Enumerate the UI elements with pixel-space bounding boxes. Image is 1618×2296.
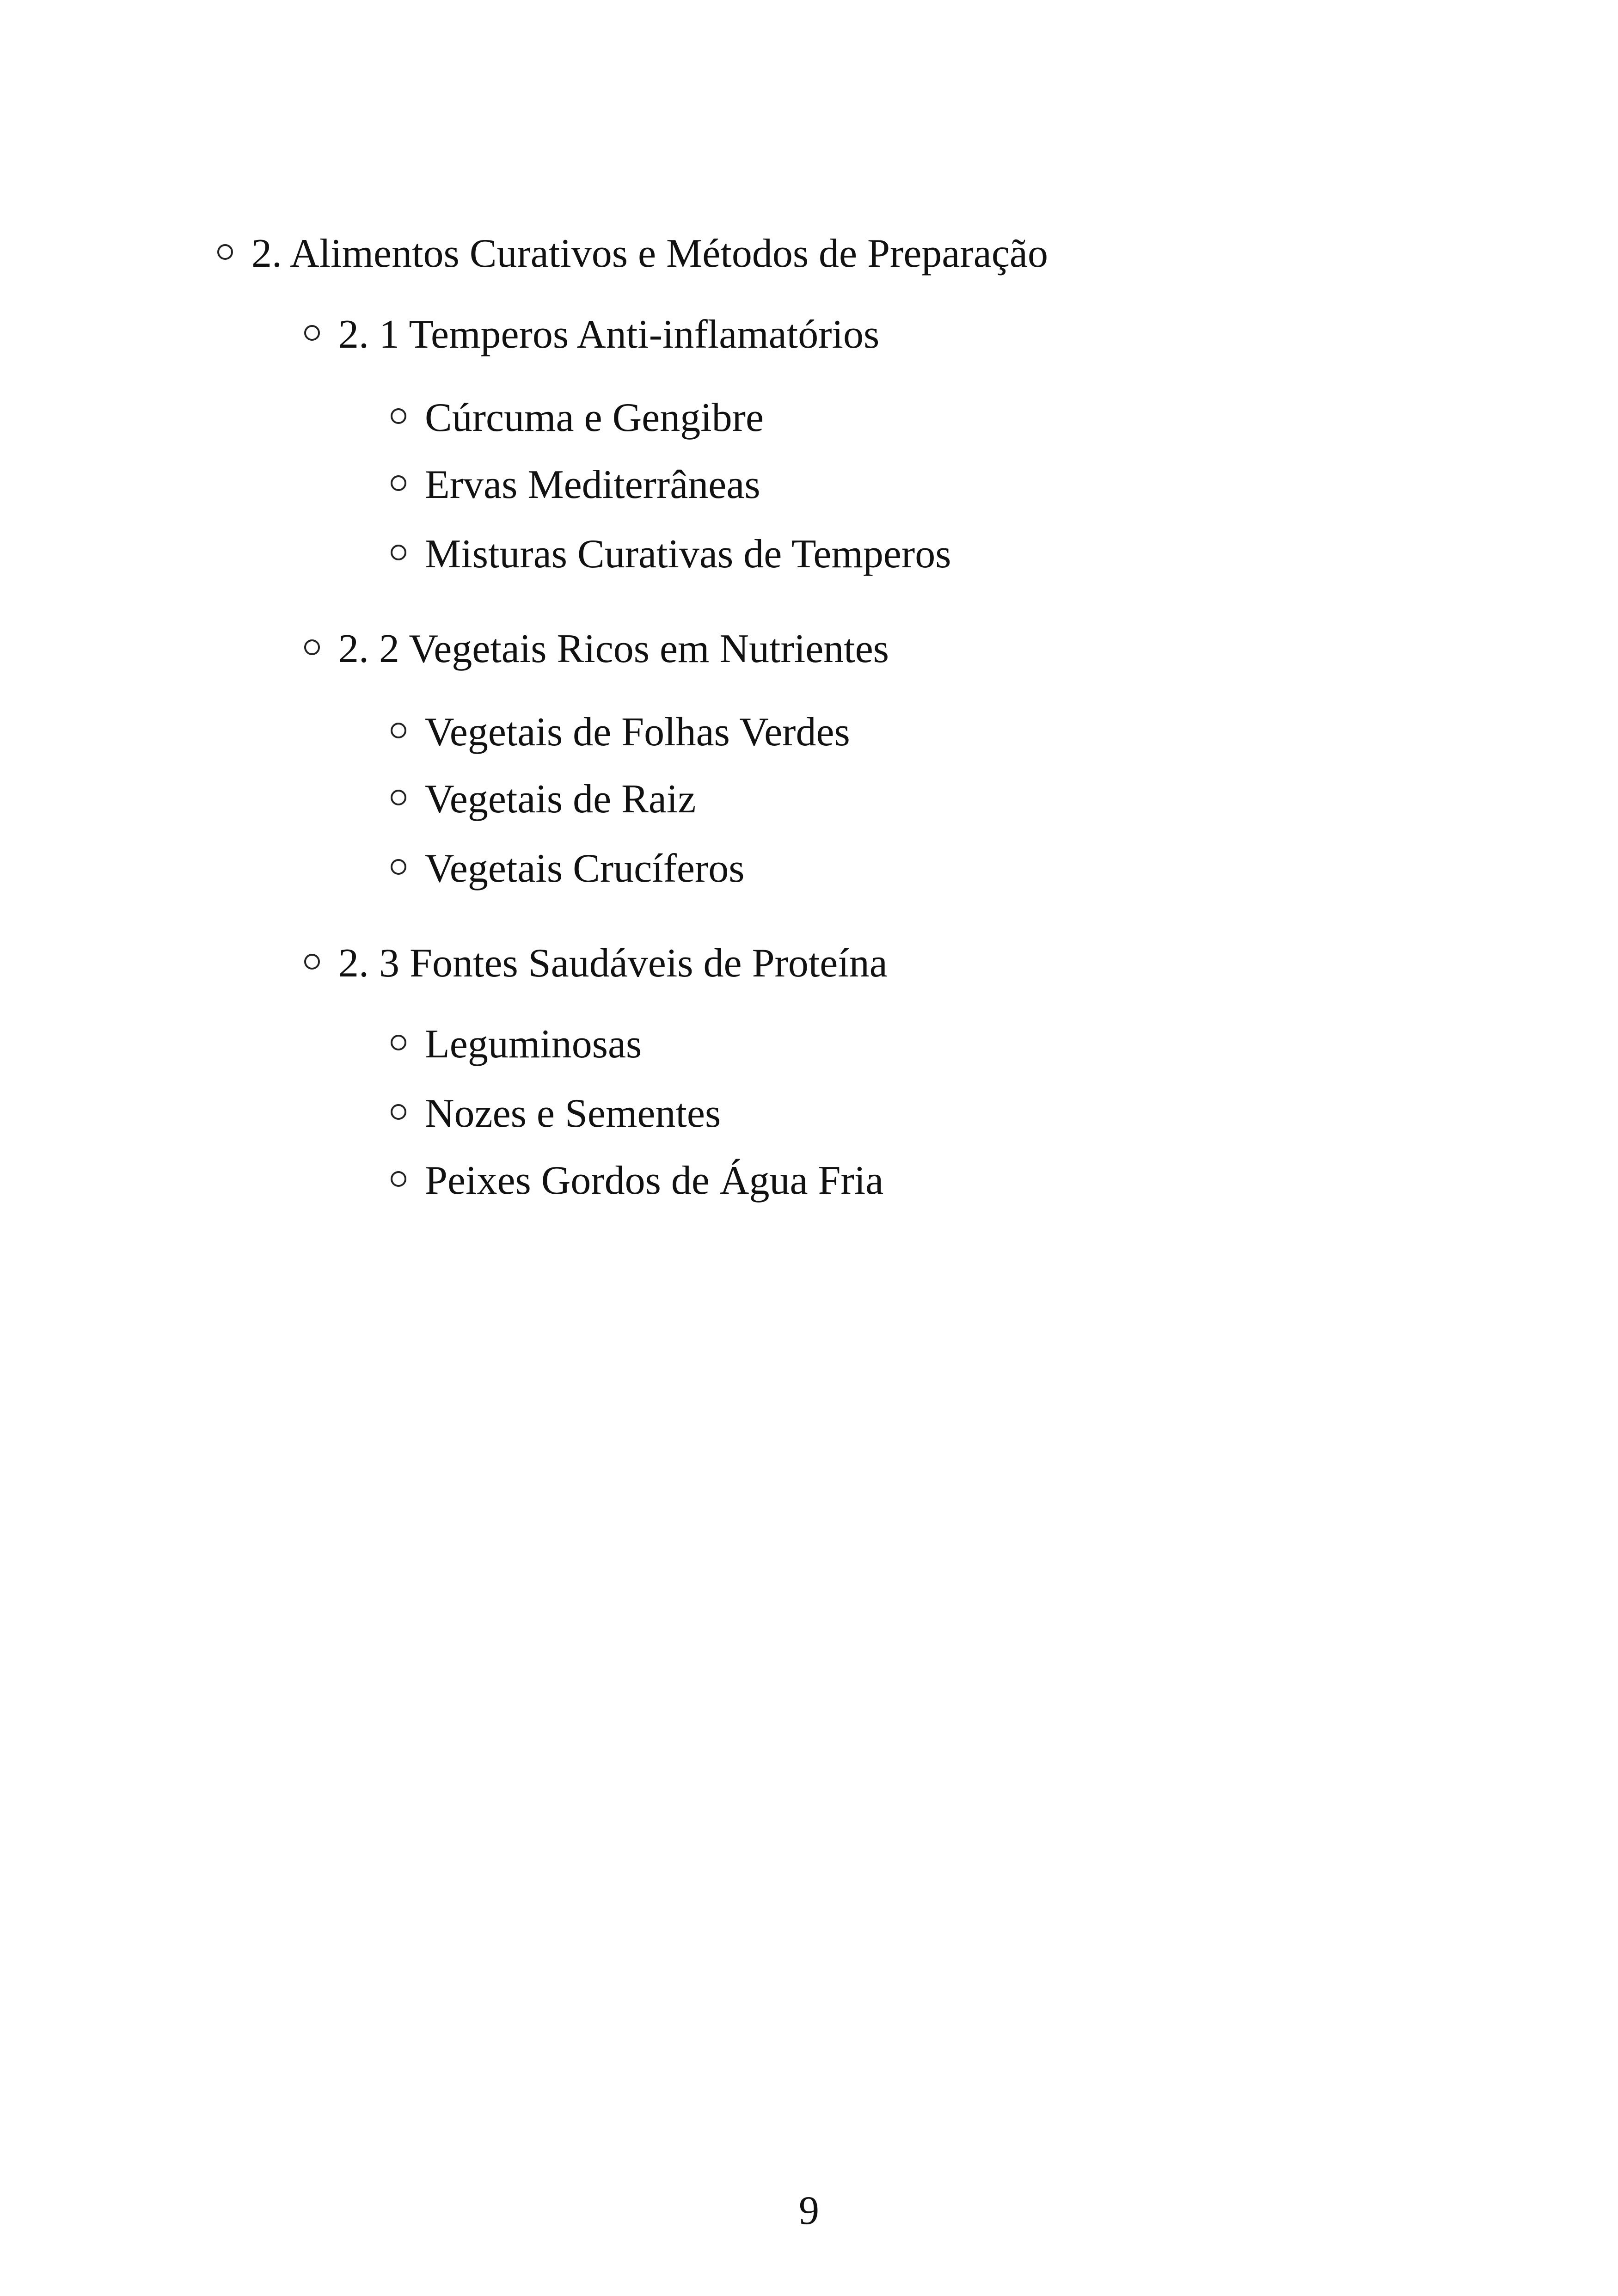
item-label: Nozes e Sementes	[425, 1091, 721, 1136]
item-label: Misturas Curativas de Temperos	[425, 532, 951, 577]
circle-bullet-icon	[304, 954, 320, 970]
outline-item	[391, 712, 850, 753]
circle-bullet-icon	[391, 408, 406, 424]
subsection-title: 2. 1 Temperos Anti-inflamatórios	[338, 312, 880, 357]
outline-subsection	[304, 314, 879, 355]
item-label: Vegetais de Folhas Verdes	[425, 710, 850, 755]
item-label: Cúrcuma e Gengibre	[425, 395, 764, 440]
outline-item	[391, 848, 745, 889]
circle-bullet-icon	[304, 639, 320, 655]
item-label: Vegetais Crucíferos	[425, 846, 745, 891]
circle-bullet-icon	[217, 244, 233, 260]
circle-bullet-icon	[391, 1171, 406, 1187]
outline-section	[217, 233, 1048, 274]
item-label: Leguminosas	[425, 1022, 642, 1067]
circle-bullet-icon	[391, 790, 406, 805]
circle-bullet-icon	[391, 545, 406, 560]
circle-bullet-icon	[391, 859, 406, 875]
outline-item	[391, 534, 951, 575]
outline-item	[391, 1160, 883, 1201]
subsection-title: 2. 2 Vegetais Ricos em Nutrientes	[338, 626, 889, 671]
outline-subsection	[304, 626, 889, 671]
page-number: 9	[799, 2188, 819, 2233]
circle-bullet-icon	[304, 325, 320, 341]
circle-bullet-icon	[391, 1104, 406, 1120]
item-label: Ervas Mediterrâneas	[425, 462, 760, 507]
outline-item	[391, 395, 764, 440]
outline-item	[391, 779, 696, 820]
circle-bullet-icon	[391, 1035, 406, 1050]
outline-item	[391, 462, 760, 507]
item-label: Peixes Gordos de Água Fria	[425, 1158, 884, 1203]
circle-bullet-icon	[391, 475, 406, 491]
item-label: Vegetais de Raiz	[425, 777, 696, 822]
outline-item	[391, 1093, 721, 1134]
section-title: 2. Alimentos Curativos e Métodos de Preparação	[251, 231, 1048, 276]
outline-subsection	[304, 943, 888, 984]
outline-item	[391, 1024, 642, 1065]
subsection-title: 2. 3 Fontes Saudáveis de Proteína	[338, 941, 888, 986]
circle-bullet-icon	[391, 723, 406, 738]
